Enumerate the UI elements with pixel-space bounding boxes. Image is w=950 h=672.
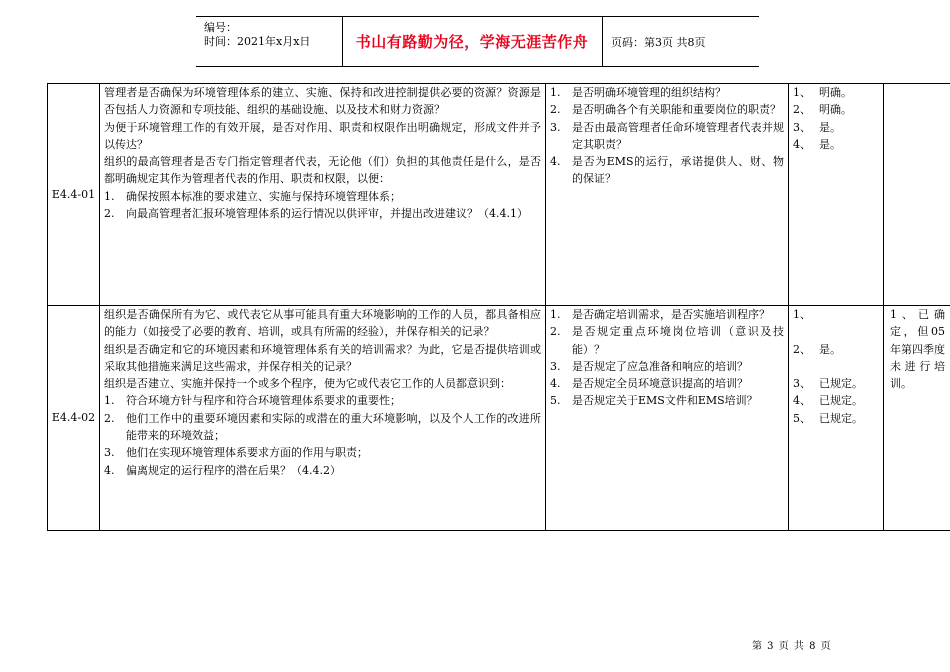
list-number: 2.: [104, 411, 115, 425]
header-motto: 书山有路勤为径，学海无涯苦作舟: [355, 33, 589, 51]
list-number: 2.: [550, 325, 561, 339]
list-number: 2.: [104, 207, 115, 221]
list-number: 2.: [550, 103, 561, 117]
list-number: 3、: [793, 120, 811, 134]
list-text: 他们在实现环境管理体系要求方面的作用与职责；: [126, 446, 368, 460]
list-text: 确保按照本标准的要求建立、实施与保持环境管理体系；: [126, 189, 401, 203]
requirement-list-item: [104, 188, 541, 205]
list-number: 2、: [793, 103, 811, 117]
finding-item: [793, 306, 879, 323]
audit-question: [550, 358, 784, 375]
list-text: 已规定。: [819, 394, 863, 408]
finding-item: [793, 323, 879, 340]
requirement-paragraph: 组织是否确定和它的环境因素和环境管理体系有关的培训需求？为此，它是否提供培训或采取其他措施来满足这些需求，并保存相关的记录？: [104, 342, 541, 373]
list-number: 1.: [104, 189, 115, 203]
header-info-cell: [196, 17, 343, 66]
finding-item: [793, 375, 879, 392]
list-text: 是否明确环境管理的组织结构？: [572, 86, 726, 99]
header-page-number: 页码：第3页 共8页: [611, 35, 706, 49]
list-number: 3.: [550, 120, 561, 134]
audit-question: [550, 306, 784, 323]
list-number: 3.: [104, 446, 115, 460]
requirement-paragraph: 组织是否建立、实施并保持一个或多个程序，使为它或代表它工作的人员都意识到：: [104, 377, 511, 391]
remarks-cell: [884, 84, 950, 306]
list-number: 1、: [793, 308, 811, 321]
requirement-paragraph: 为便于环境管理工作的有效开展，是否对作用、职责和权限作出明确规定，形成文件并予以传达？: [104, 120, 541, 151]
list-text: 是否为EMS的运行，承诺提供人、财、物的保证？: [572, 155, 784, 186]
requirement-list-item: [104, 410, 541, 445]
remarks-cell: [884, 306, 950, 531]
list-text: 是否由最高管理者任命环境管理者代表并规定其职责？: [572, 120, 784, 151]
list-number: 4.: [550, 155, 561, 169]
audit-question: [550, 323, 784, 358]
requirement-paragraph: 组织的最高管理者是否专门指定管理者代表，无论他（们）负担的其他责任是什么，是否都明确规定其作为管理者代表的作用、职责和权限，以便：: [104, 155, 541, 186]
list-text: 是。: [819, 342, 841, 356]
list-number: 5、: [793, 411, 811, 425]
list-text: 明确。: [819, 103, 852, 117]
list-text: 向最高管理者汇报环境管理体系的运行情况以供评审，并提出改进建议？（4.4.1）: [126, 207, 528, 221]
list-number: 5.: [550, 394, 561, 408]
document-number-label: 编号：: [204, 21, 237, 34]
list-number: [793, 358, 819, 375]
header-page-cell: [603, 17, 759, 66]
finding-item: [793, 410, 879, 427]
requirement-cell: [100, 306, 546, 531]
list-text: 符合环境方针与程序和符合环境管理体系要求的重要性；: [126, 394, 401, 408]
list-number: 2、: [793, 342, 811, 356]
list-text: 是否规定重点环境岗位培训（意识及技能）？: [572, 325, 784, 356]
clause-code: E4.4-02: [51, 411, 96, 425]
list-number: 4.: [550, 377, 561, 391]
list-text: 是。: [819, 120, 841, 134]
audit-question-cell: [546, 306, 789, 531]
requirement-cell: [100, 84, 546, 306]
list-text: 他们工作中的重要环境因素和实际的或潜在的重大环境影响，以及个人工作的改进所能带来的环境效益；: [126, 411, 541, 443]
finding-item: [793, 136, 879, 153]
list-text: 是否确定培训需求，是否实施培训程序？: [572, 308, 770, 321]
requirement-list-item: [104, 444, 541, 461]
finding-item: [793, 101, 879, 118]
finding-cell: [789, 84, 884, 306]
list-text: 是否规定了应急准备和响应的培训？: [572, 359, 748, 373]
finding-item: [793, 84, 879, 101]
finding-item: [793, 392, 879, 409]
requirement-list-item: [104, 205, 541, 222]
list-text: 是。: [819, 137, 841, 151]
requirement-list-item: [104, 392, 541, 409]
table-row: [48, 84, 950, 306]
list-number: 4.: [104, 463, 115, 477]
requirement-paragraph: 管理者是否确保为环境管理体系的建立、实施、保持和改进控制提供必要的资源？资源是否包括人力资源和专项技能、组织的基础设施、以及技术和财力资源？: [104, 86, 541, 117]
header-motto-cell: [342, 17, 603, 66]
finding-item: [793, 119, 879, 136]
list-number: 1、: [793, 86, 811, 99]
list-number: [793, 323, 819, 340]
audit-question-cell: [546, 84, 789, 306]
page-header: [196, 16, 759, 67]
list-number: 3.: [550, 359, 561, 373]
list-text: 是否规定全员环境意识提高的培训？: [572, 377, 748, 391]
list-text: 偏离规定的运行程序的潜在后果？（4.4.2）: [126, 463, 341, 477]
list-text: 是否规定关于EMS文件和EMS培训？: [572, 394, 758, 408]
page-footer: 第 3 页 共 8 页: [752, 641, 831, 652]
document-date: 时间：2021年x月x日: [204, 35, 311, 48]
audit-question: [550, 119, 784, 154]
remarks-text: 1、已确定，但05年第四季度未进行培训。: [890, 308, 945, 391]
list-text: [819, 323, 879, 340]
finding-item: [793, 341, 879, 358]
list-number: 3、: [793, 377, 811, 391]
list-number: 4、: [793, 137, 811, 151]
list-text: 是否明确各个有关职能和重要岗位的职责？: [572, 103, 781, 117]
list-number: 1.: [104, 394, 115, 408]
clause-code-cell: [48, 306, 100, 531]
list-number: 4、: [793, 394, 811, 408]
list-text: 明确。: [819, 86, 852, 99]
list-number: 1.: [550, 86, 561, 99]
audit-question: [550, 84, 784, 101]
list-text: [819, 306, 879, 323]
list-number: 1.: [550, 308, 561, 321]
list-text: 已规定。: [819, 377, 863, 391]
requirement-list-item: [104, 462, 541, 479]
audit-question: [550, 101, 784, 118]
audit-question: [550, 392, 784, 409]
finding-cell: [789, 306, 884, 531]
table-row: [48, 306, 950, 531]
audit-checklist-table: [47, 83, 950, 531]
list-text: [819, 358, 879, 375]
finding-item: [793, 358, 879, 375]
audit-question: [550, 375, 784, 392]
clause-code-cell: [48, 84, 100, 306]
clause-code: E4.4-01: [51, 187, 96, 201]
list-text: 已规定。: [819, 411, 863, 425]
requirement-paragraph: 组织是否确保所有为它、或代表它从事可能具有重大环境影响的工作的人员，都具备相应的能力（如接受了必要的教育、培训，或具有所需的经验），并保存相关的记录？: [104, 308, 541, 339]
audit-question: [550, 153, 784, 188]
